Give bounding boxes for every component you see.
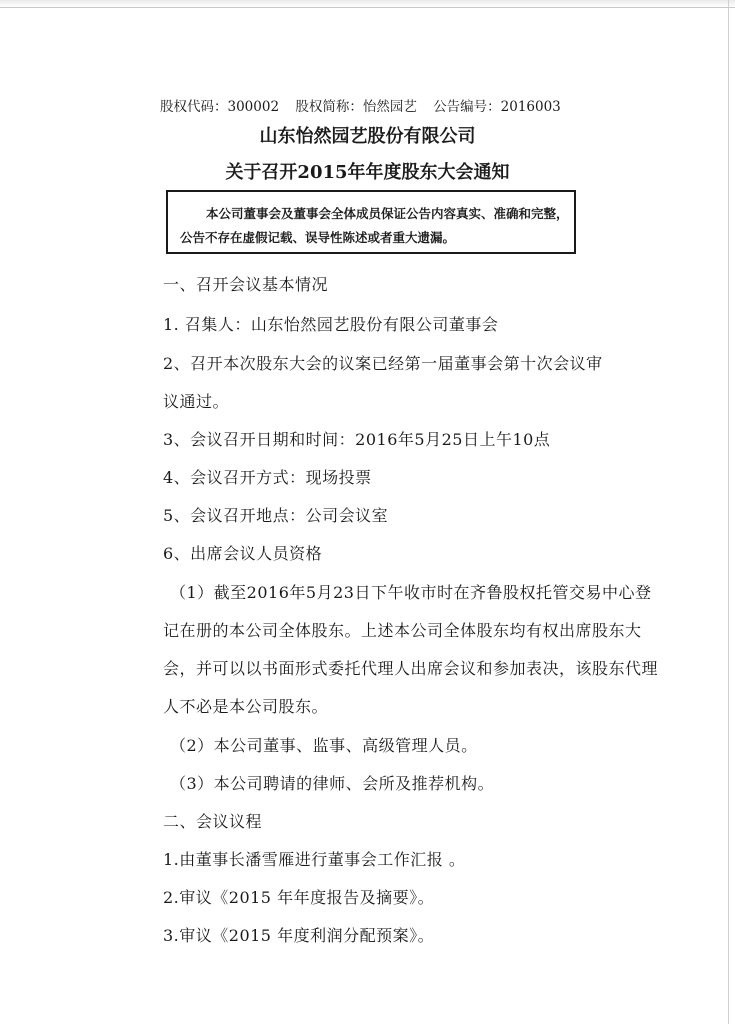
section-1-item-6-2: （2）本公司董事、监事、高级管理人员。	[170, 736, 478, 755]
section-1-item-6-3: （3）本公司聘请的律师、会所及推荐机构。	[170, 774, 495, 793]
section-2-heading: 二、会议议程	[163, 812, 263, 831]
section-1-item-6-1-line-3: 会，并可以以书面形式委托代理人出席会议和参加表决，该股东代理	[163, 659, 659, 678]
section-1-item-1: 1. 召集人：山东怡然园艺股份有限公司董事会	[163, 315, 499, 334]
notice-number: 公告编号：2016003	[433, 99, 561, 115]
company-name: 山东怡然园艺股份有限公司	[259, 126, 476, 147]
section-2-item-3: 3.审议《2015 年度利润分配预案》。	[163, 926, 435, 945]
section-1-item-5: 5、会议召开地点：公司会议室	[163, 506, 389, 525]
section-1-item-3: 3、会议召开日期和时间：2016年5月25日上午10点	[163, 430, 551, 449]
board-statement-box: 本公司董事会及董事会全体成员保证公告内容真实、准确和完整，公告不存在虚假记载、误导性陈述或者重大遗漏。	[166, 190, 576, 254]
section-1-item-6-1-line-2: 记在册的本公司全体股东。上述本公司全体股东均有权出席股东大	[163, 621, 642, 640]
section-1-item-6-1-line-4: 人不必是本公司股东。	[163, 697, 329, 716]
stock-code: 股权代码：300002	[160, 99, 280, 115]
section-2-item-1: 1.由董事长潘雪雁进行董事会工作汇报 。	[163, 850, 466, 869]
section-1-heading: 一、召开会议基本情况	[163, 275, 329, 294]
notice-title: 关于召开2015年年度股东大会通知	[225, 162, 510, 183]
section-1-item-6: 6、出席会议人员资格	[163, 544, 323, 563]
section-1-item-6-1-line-1: （1）截至2016年5月23日下午收市时在齐鲁股权托管交易中心登	[170, 583, 652, 602]
stock-abbreviation: 股权简称：怡然园艺	[295, 99, 417, 115]
section-1-item-2-line-2: 议通过。	[163, 392, 230, 411]
section-2-item-2: 2.审议《2015 年年度报告及摘要》。	[163, 888, 435, 907]
scan-edge-right	[728, 0, 735, 1024]
announcement-header	[160, 95, 573, 115]
section-1-item-4: 4、会议召开方式：现场投票	[163, 468, 372, 487]
scan-edge-top	[0, 0, 735, 8]
section-1-item-2-line-1: 2、召开本次股东大会的议案已经第一届董事会第十次会议审	[163, 354, 603, 373]
